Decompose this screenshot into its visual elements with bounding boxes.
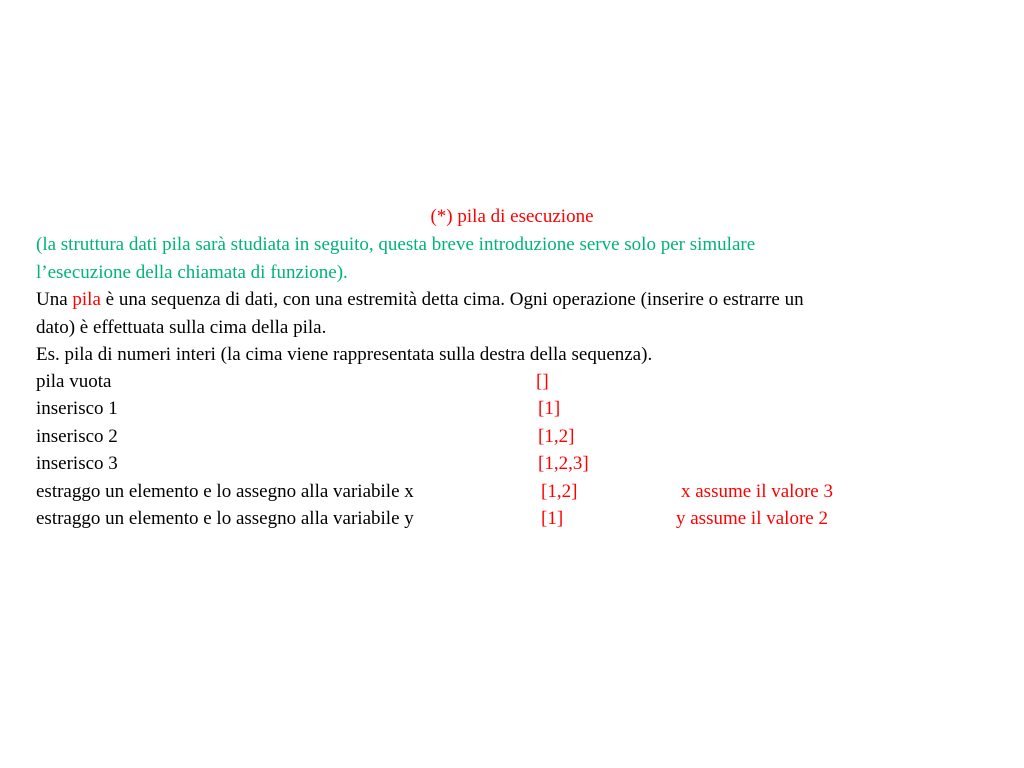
step-action: inserisco 3 [36, 453, 118, 474]
step-action: inserisco 1 [36, 398, 118, 419]
step-action: inserisco 2 [36, 426, 118, 447]
definition-prefix: Una [36, 289, 73, 310]
step-stack: [] [536, 371, 549, 392]
step-action: estraggo un elemento e lo assegno alla variabile x [36, 481, 414, 502]
step-stack: [1,2] [538, 426, 575, 447]
step-result: y assume il valore 2 [676, 508, 828, 529]
definition-line-1 [36, 289, 804, 311]
definition-line-2: dato) è effettuata sulla cima della pila. [36, 317, 327, 338]
step-result: x assume il valore 3 [681, 481, 833, 502]
definition-term: pila [72, 289, 101, 310]
step-action: pila vuota [36, 371, 112, 392]
definition-rest: è una sequenza di dati, con una estremità detta cima. Ogni operazione (inserire o estrarre un [100, 289, 804, 310]
step-action: estraggo un elemento e lo assegno alla variabile y [36, 508, 414, 529]
slide-title: (*) pila di esecuzione [430, 206, 594, 227]
step-stack: [1] [541, 508, 564, 529]
step-stack: [1] [538, 398, 561, 419]
example-intro: Es. pila di numeri interi (la cima viene rappresentata sulla destra della sequenza). [36, 344, 653, 365]
step-stack: [1,2] [541, 481, 578, 502]
note-line-2: l’esecuzione della chiamata di funzione). [36, 262, 348, 283]
step-stack: [1,2,3] [538, 453, 589, 474]
note-line-1: (la struttura dati pila sarà studiata in seguito, questa breve introduzione serve solo per simulare [36, 234, 756, 255]
